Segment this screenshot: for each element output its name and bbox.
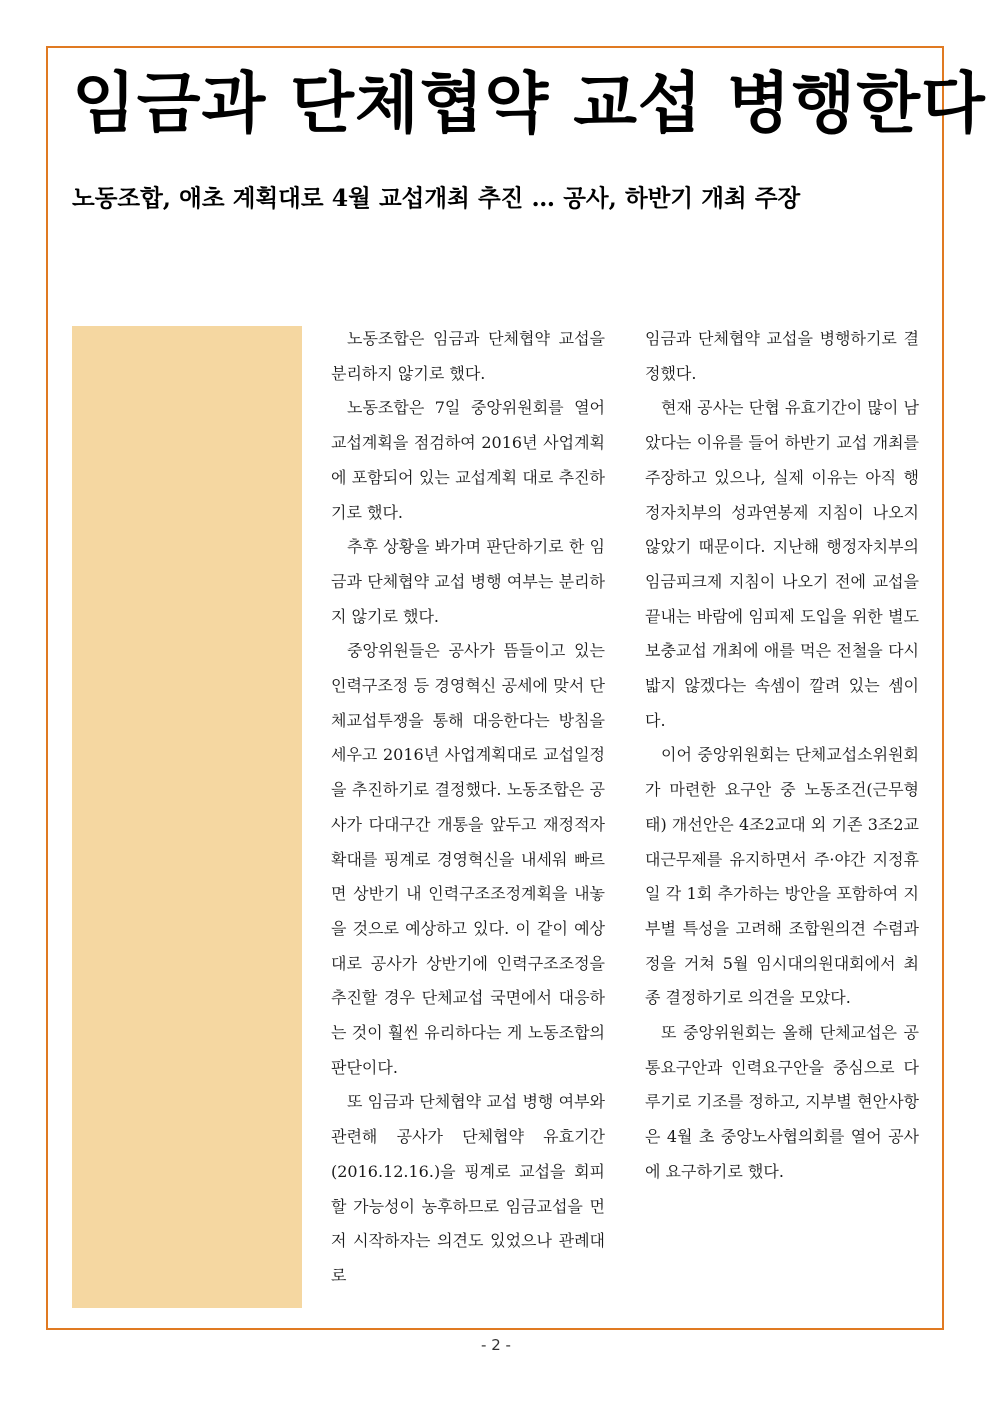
article-column-left — [331, 322, 605, 1294]
paragraph: 이어 중앙위원회는 단체교섭소위원회가 마련한 요구안 중 노동조건(근무형태) 개선안은 4조2교대 외 기존 3조2교대근무제를 유지하면서 주·야간 지정휴일 각 1회 추가하는 방안을 포함하여 지부별 특성을 고려해 조합원의견 수렴과정을 거쳐 5월 임시대의원대회에서 최종 결정하기로 의견을 모았다. — [645, 745, 919, 1008]
article-column-right — [645, 322, 919, 1190]
paragraph: 중앙위원들은 공사가 뜸들이고 있는 인력구조정 등 경영혁신 공세에 맞서 단체교섭투쟁을 통해 대응한다는 방침을 세우고 2016년 사업계획대로 교섭일정을 추진하기로 결정했다. 노동조합은 공사가 다대구간 개통을 앞두고 재정적자 확대를 핑계로 경영혁신을 내세워 빠르면 상반기 내 인력구조조정계획을 내놓을 것으로 예상하고 있다. 이 같이 예상대로 공사가 상반기에 인력구조조정을 추진할 경우 단체교섭 국면에서 대응하는 것이 훨씬 유리하다는 게 노동조합의 판단이다. — [331, 641, 605, 1077]
article-headline: 임금과 단체협약 교섭 병행한다 — [72, 65, 986, 142]
paragraph: 추후 상황을 봐가며 판단하기로 한 임금과 단체협약 교섭 병행 여부는 분리하지 않기로 했다. — [331, 537, 605, 626]
paragraph-continued: 임금과 단체협약 교섭을 병행하기로 결정했다. — [645, 329, 919, 383]
paragraph: 노동조합은 임금과 단체협약 교섭을 분리하지 않기로 했다. — [331, 329, 605, 383]
paragraph: 노동조합은 7일 중앙위원회를 열어 교섭계획을 점검하여 2016년 사업계획에 포함되어 있는 교섭계획 대로 추진하기로 했다. — [331, 398, 605, 522]
paragraph: 현재 공사는 단협 유효기간이 많이 남았다는 이유를 들어 하반기 교섭 개최를 주장하고 있으나, 실제 이유는 아직 행정자치부의 성과연봉제 지침이 나오지 않았기 때문이다. 지난해 행정자치부의 임금피크제 지침이 나오기 전에 교섭을 끝내는 바람에 임피제 도입을 위한 별도 보충교섭 개최에 애를 먹은 전철을 다시 밟지 않겠다는 속셈이 깔려 있는 셈이다. — [645, 398, 919, 730]
paragraph: 또 중앙위원회는 올해 단체교섭은 공통요구안과 인력요구안을 중심으로 다루기로 기조를 정하고, 지부별 현안사항은 4월 초 중앙노사협의회를 열어 공사에 요구하기로 했다. — [645, 1023, 919, 1181]
page-number: - 2 - — [481, 1336, 511, 1354]
photo-placeholder — [72, 326, 302, 1308]
paragraph: 또 임금과 단체협약 교섭 병행 여부와 관련해 공사가 단체협약 유효기간(2016.12.16.)을 핑계로 교섭을 회피할 가능성이 농후하므로 임금교섭을 먼저 시작하자는 의견도 있었으나 관례대로 — [331, 1092, 605, 1285]
article-subheadline: 노동조합, 애초 계획대로 4월 교섭개최 추진 … 공사, 하반기 개최 주장 — [72, 184, 801, 212]
